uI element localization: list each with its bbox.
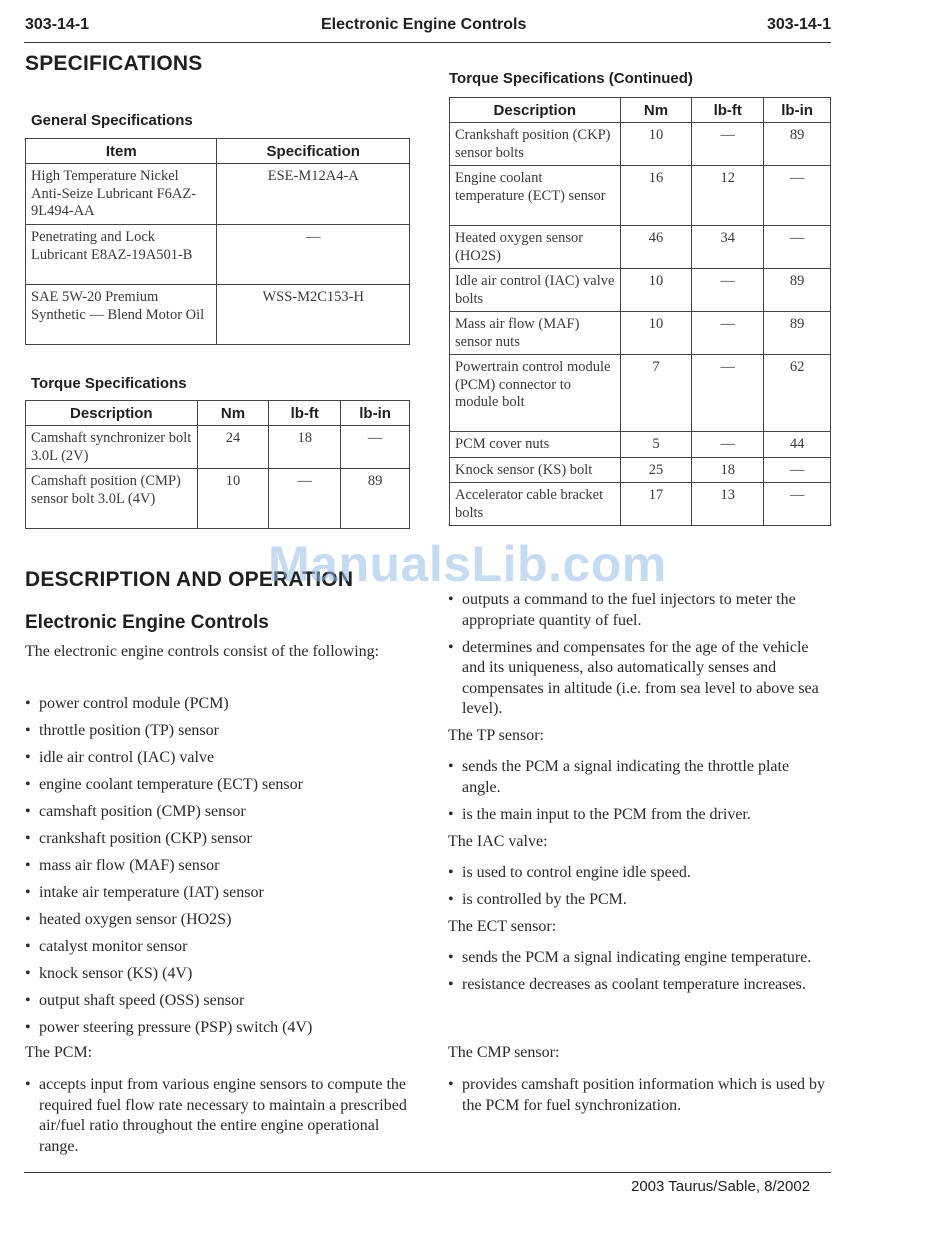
list-item: • is controlled by the PCM. — [448, 891, 627, 908]
tp-label: The TP sensor: — [448, 727, 544, 744]
table-row — [450, 355, 831, 432]
lbin-cell: 62 — [764, 355, 831, 432]
table-row — [450, 457, 831, 483]
table-row — [26, 426, 410, 469]
description-cell: Engine coolant temperature (ECT) sensor — [450, 166, 621, 226]
cmp-list — [447, 1075, 827, 1116]
footer-rule — [24, 1172, 831, 1173]
list-item: • resistance decreases as coolant temperature increases. — [448, 976, 806, 993]
lbft-cell: 18 — [692, 457, 764, 483]
page-header-title: Electronic Engine Controls — [321, 16, 527, 33]
pcm-list-left — [24, 1075, 409, 1157]
table-row — [450, 166, 831, 226]
item-cell: Penetrating and Lock Lubricant E8AZ-19A501-B — [26, 225, 217, 285]
table-row — [450, 483, 831, 526]
description-cell: Idle air control (IAC) valve bolts — [450, 269, 621, 312]
specifications-heading: SPECIFICATIONS — [25, 52, 203, 75]
lbft-cell: — — [269, 469, 341, 529]
list-item: • idle air control (IAC) valve — [25, 749, 215, 766]
header-rule — [24, 42, 831, 43]
torque-continued-title: Torque Specifications (Continued) — [449, 70, 693, 87]
column-header: Description — [450, 98, 621, 123]
list-item: • catalyst monitor sensor — [25, 938, 188, 955]
list-item: • heated oxygen sensor (HO2S) — [25, 911, 232, 928]
lbin-cell: 89 — [341, 469, 410, 529]
nm-cell: 46 — [620, 226, 692, 269]
description-cell: Knock sensor (KS) bolt — [450, 457, 621, 483]
table-row — [26, 285, 410, 345]
list-item: • accepts input from various engine sensors to compute the required fuel flow rate necessary to maintain a prescribed air/fuel ratio throughout the entire engine operational range. — [25, 1076, 407, 1155]
tp-list — [447, 757, 827, 825]
list-item: • power control module (PCM) — [25, 695, 229, 712]
intro-paragraph: The electronic engine controls consist of the following: — [25, 643, 380, 660]
list-item: • output shaft speed (OSS) sensor — [25, 992, 245, 1009]
description-cell: Mass air flow (MAF) sensor nuts — [450, 312, 621, 355]
lbin-cell: 89 — [764, 123, 831, 166]
iac-label: The IAC valve: — [448, 833, 548, 850]
footer-text: 2003 Taurus/Sable, 8/2002 — [631, 1178, 811, 1195]
lbin-cell: — — [341, 426, 410, 469]
spec-cell: — — [217, 225, 410, 285]
torque-specs-table — [25, 400, 410, 529]
lbft-cell: — — [692, 269, 764, 312]
lbft-cell: 18 — [269, 426, 341, 469]
table-row — [26, 164, 410, 225]
list-item: • throttle position (TP) sensor — [25, 722, 219, 739]
column-header: lb-ft — [269, 401, 341, 426]
nm-cell: 10 — [620, 312, 692, 355]
nm-cell: 17 — [620, 483, 692, 526]
description-cell: Accelerator cable bracket bolts — [450, 483, 621, 526]
list-item: • power steering pressure (PSP) switch (4V) — [25, 1019, 313, 1036]
spec-cell: ESE-M12A4-A — [217, 164, 410, 225]
spec-cell: WSS-M2C153-H — [217, 285, 410, 345]
iac-list — [447, 863, 827, 911]
list-item: • is the main input to the PCM from the driver. — [448, 805, 751, 823]
column-header: lb-ft — [692, 98, 764, 123]
list-item: • mass air flow (MAF) sensor — [25, 857, 220, 874]
description-cell: Camshaft position (CMP) sensor bolt 3.0L (4V) — [26, 469, 198, 529]
description-cell: Camshaft synchronizer bolt 3.0L (2V) — [26, 426, 198, 469]
lbin-cell: 89 — [764, 269, 831, 312]
nm-cell: 5 — [620, 432, 692, 458]
column-header: Nm — [620, 98, 692, 123]
column-header: Nm — [197, 401, 269, 426]
list-item: • is used to control engine idle speed. — [448, 864, 691, 881]
list-item: • sends the PCM a signal indicating engine temperature. — [448, 949, 812, 966]
list-item: • engine coolant temperature (ECT) sensor — [25, 776, 303, 793]
list-item: • provides camshaft position information which is used by the PCM for fuel synchronization. — [448, 1076, 826, 1114]
nm-cell: 7 — [620, 355, 692, 432]
list-item: • knock sensor (KS) (4V) — [25, 965, 193, 982]
pcm-list-right — [447, 590, 827, 720]
column-header: Item — [26, 139, 217, 164]
nm-cell: 10 — [197, 469, 269, 529]
lbft-cell: 13 — [692, 483, 764, 526]
lbft-cell: 12 — [692, 166, 764, 226]
watermark: ManualsLib.com — [268, 536, 667, 592]
list-item: • intake air temperature (IAT) sensor — [25, 884, 264, 901]
torque-specs-title: Torque Specifications — [31, 375, 187, 392]
item-cell: High Temperature Nickel Anti-Seize Lubricant F6AZ-9L494-AA — [26, 164, 217, 225]
cmp-label: The CMP sensor: — [448, 1044, 560, 1061]
lbft-cell: — — [692, 355, 764, 432]
nm-cell: 25 — [620, 457, 692, 483]
page-number-right: 303-14-1 — [767, 16, 832, 33]
general-specs-title: General Specifications — [31, 112, 193, 129]
lbin-cell: — — [764, 226, 831, 269]
description-cell: Crankshaft position (CKP) sensor bolts — [450, 123, 621, 166]
lbft-cell: — — [692, 432, 764, 458]
components-list — [24, 694, 404, 1039]
description-cell: Heated oxygen sensor (HO2S) — [450, 226, 621, 269]
lbin-cell: — — [764, 166, 831, 226]
item-cell: SAE 5W-20 Premium Synthetic — Blend Motor Oil — [26, 285, 217, 345]
nm-cell: 10 — [620, 123, 692, 166]
torque-continued-table — [449, 97, 831, 526]
table-row — [450, 269, 831, 312]
column-header: lb-in — [341, 401, 410, 426]
lbin-cell: 89 — [764, 312, 831, 355]
table-row — [450, 312, 831, 355]
column-header: Specification — [217, 139, 410, 164]
table-row — [450, 123, 831, 166]
column-header: Description — [26, 401, 198, 426]
lbin-cell: — — [764, 483, 831, 526]
lbin-cell: 44 — [764, 432, 831, 458]
table-row — [450, 226, 831, 269]
table-row — [26, 469, 410, 529]
description-heading: DESCRIPTION AND OPERATION — [25, 568, 354, 591]
nm-cell: 10 — [620, 269, 692, 312]
lbft-cell: — — [692, 123, 764, 166]
lbft-cell: 34 — [692, 226, 764, 269]
ect-label: The ECT sensor: — [448, 918, 557, 935]
nm-cell: 24 — [197, 426, 269, 469]
list-item: • crankshaft position (CKP) sensor — [25, 830, 252, 847]
page-number-left: 303-14-1 — [25, 16, 90, 33]
list-item: • camshaft position (CMP) sensor — [25, 803, 246, 820]
section-subheading: Electronic Engine Controls — [25, 612, 269, 633]
general-specs-table — [25, 138, 410, 345]
table-row — [450, 432, 831, 458]
description-cell: Powertrain control module (PCM) connector to module bolt — [450, 355, 621, 432]
nm-cell: 16 — [620, 166, 692, 226]
description-cell: PCM cover nuts — [450, 432, 621, 458]
table-row — [26, 225, 410, 285]
column-header: lb-in — [764, 98, 831, 123]
lbft-cell: — — [692, 312, 764, 355]
lbin-cell: — — [764, 457, 831, 483]
list-item: • determines and compensates for the age of the vehicle and its uniqueness, also automatically senses and compensates in altitude (i.e. from sea level to above sea level). — [448, 638, 819, 717]
ect-list — [447, 948, 827, 996]
list-item: • outputs a command to the fuel injectors to meter the appropriate quantity of fuel. — [448, 591, 796, 629]
pcm-label: The PCM: — [25, 1044, 93, 1061]
list-item: • sends the PCM a signal indicating the throttle plate angle. — [448, 758, 790, 796]
